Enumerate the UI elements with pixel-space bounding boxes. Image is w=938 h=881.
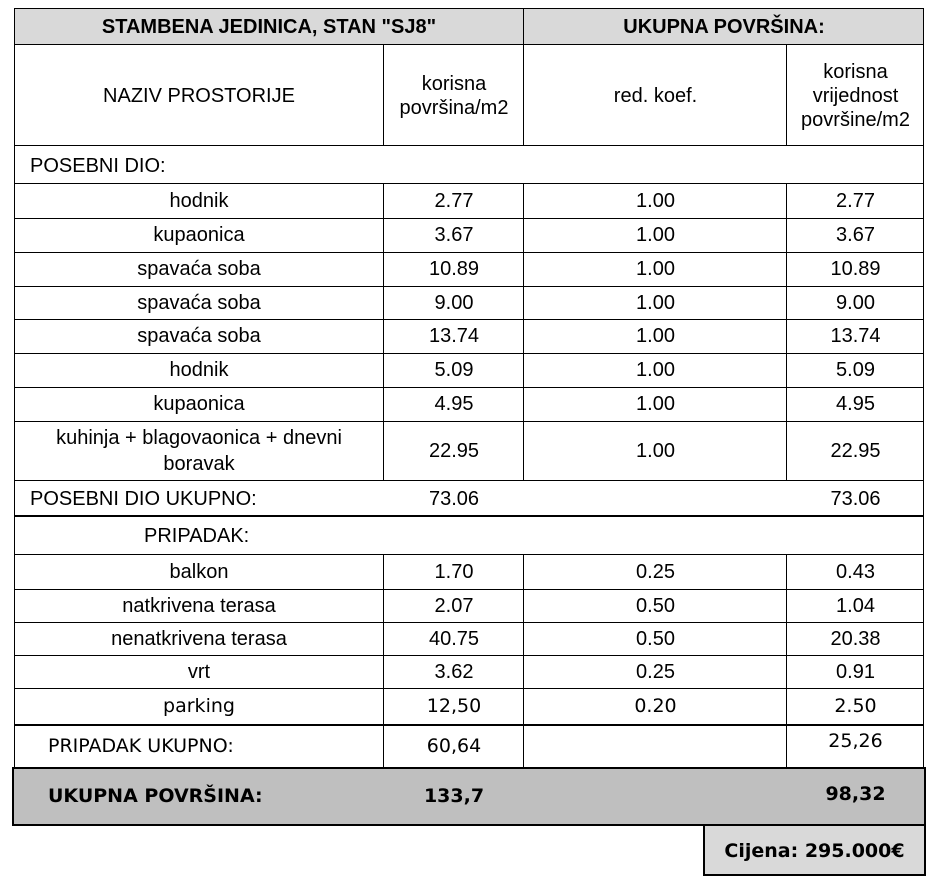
row-coef: 1.00 bbox=[636, 258, 675, 280]
row-name: vrt bbox=[187, 660, 211, 683]
col-coef-header: red. koef. bbox=[613, 84, 698, 107]
row-area: 10.89 bbox=[428, 258, 480, 280]
row-value: 3.67 bbox=[836, 224, 875, 246]
row-coef: 1.00 bbox=[636, 291, 675, 314]
row-value: 0.91 bbox=[836, 660, 875, 683]
row-area: 22.95 bbox=[428, 439, 480, 462]
row-value: 0.43 bbox=[836, 561, 875, 583]
pripadak-section-label: PRIPADAK: bbox=[144, 525, 250, 547]
row-value: 2.77 bbox=[836, 190, 875, 212]
row-value: 10.89 bbox=[830, 258, 881, 280]
row-value: 9.00 bbox=[836, 291, 875, 314]
row-name: balkon bbox=[169, 561, 229, 583]
unit-title: STAMBENA JEDINICA, STAN "SJ8" bbox=[101, 15, 437, 38]
posebni-total-label: POSEBNI DIO UKUPNO: bbox=[30, 487, 257, 510]
row-area: 4.95 bbox=[434, 393, 474, 415]
row-coef: 0.50 bbox=[636, 627, 675, 650]
row-value: 2.50 bbox=[834, 695, 877, 717]
row-value: 4.95 bbox=[836, 393, 875, 415]
row-name: parking bbox=[163, 695, 235, 717]
row-coef: 0.25 bbox=[636, 561, 675, 583]
row-area: 9.00 bbox=[434, 291, 474, 314]
row-coef: 1.00 bbox=[636, 359, 675, 381]
row-area: 2.07 bbox=[434, 594, 474, 617]
row-value: 5.09 bbox=[836, 359, 875, 381]
row-area: 2.77 bbox=[434, 190, 474, 212]
pripadak-total-label: PRIPADAK UKUPNO: bbox=[48, 735, 234, 757]
row-area: 40.75 bbox=[428, 627, 480, 650]
posebni-section-label: POSEBNI DIO: bbox=[30, 155, 166, 177]
row-coef: 0.20 bbox=[634, 695, 677, 717]
row-area: 1.70 bbox=[434, 561, 474, 583]
col-area-header: korisna površina/m2 bbox=[399, 72, 509, 119]
row-name: kuhinja + blagovaonica + dnevni boravak bbox=[56, 426, 342, 475]
row-name: kupaonica bbox=[153, 393, 245, 415]
row-area: 12,50 bbox=[426, 695, 482, 717]
row-name: nenatkrivena terasa bbox=[111, 627, 287, 650]
grand-total-area: 133,7 bbox=[423, 785, 485, 807]
row-coef: 0.50 bbox=[636, 594, 675, 617]
pripadak-total-value: 25,26 bbox=[828, 730, 883, 752]
total-title: UKUPNA POVRŠINA: bbox=[623, 15, 825, 38]
posebni-total-value: 73.06 bbox=[830, 487, 881, 510]
grand-total-label: UKUPNA POVRŠINA: bbox=[48, 785, 263, 807]
row-area: 3.67 bbox=[434, 224, 474, 246]
row-name: hodnik bbox=[169, 359, 229, 381]
row-area: 13.74 bbox=[428, 325, 480, 347]
row-coef: 1.00 bbox=[636, 224, 675, 246]
row-area: 5.09 bbox=[434, 359, 474, 381]
row-area: 3.62 bbox=[434, 660, 474, 683]
row-coef: 1.00 bbox=[636, 325, 675, 347]
col-value-header: korisna vrijednost površine/m2 bbox=[801, 60, 910, 131]
row-name: spavaća soba bbox=[137, 325, 261, 347]
row-name: natkrivena terasa bbox=[122, 594, 276, 617]
row-name: hodnik bbox=[169, 190, 229, 212]
row-value: 22.95 bbox=[830, 439, 881, 462]
row-coef: 1.00 bbox=[636, 439, 675, 462]
pripadak-total-area: 60,64 bbox=[426, 735, 482, 757]
posebni-total-area: 73.06 bbox=[428, 487, 480, 510]
row-value: 13.74 bbox=[830, 325, 881, 347]
row-name: spavaća soba bbox=[137, 258, 261, 280]
row-value: 20.38 bbox=[830, 627, 881, 650]
row-name: kupaonica bbox=[153, 224, 245, 246]
row-coef: 0.25 bbox=[636, 660, 675, 683]
row-name: spavaća soba bbox=[137, 291, 261, 314]
grand-total-value: 98,32 bbox=[825, 783, 886, 805]
price-label: Cijena: 295.000€ bbox=[724, 840, 905, 862]
row-coef: 1.00 bbox=[636, 190, 675, 212]
row-value: 1.04 bbox=[836, 594, 875, 617]
row-coef: 1.00 bbox=[636, 393, 675, 415]
col-name-header: NAZIV PROSTORIJE bbox=[103, 84, 295, 107]
